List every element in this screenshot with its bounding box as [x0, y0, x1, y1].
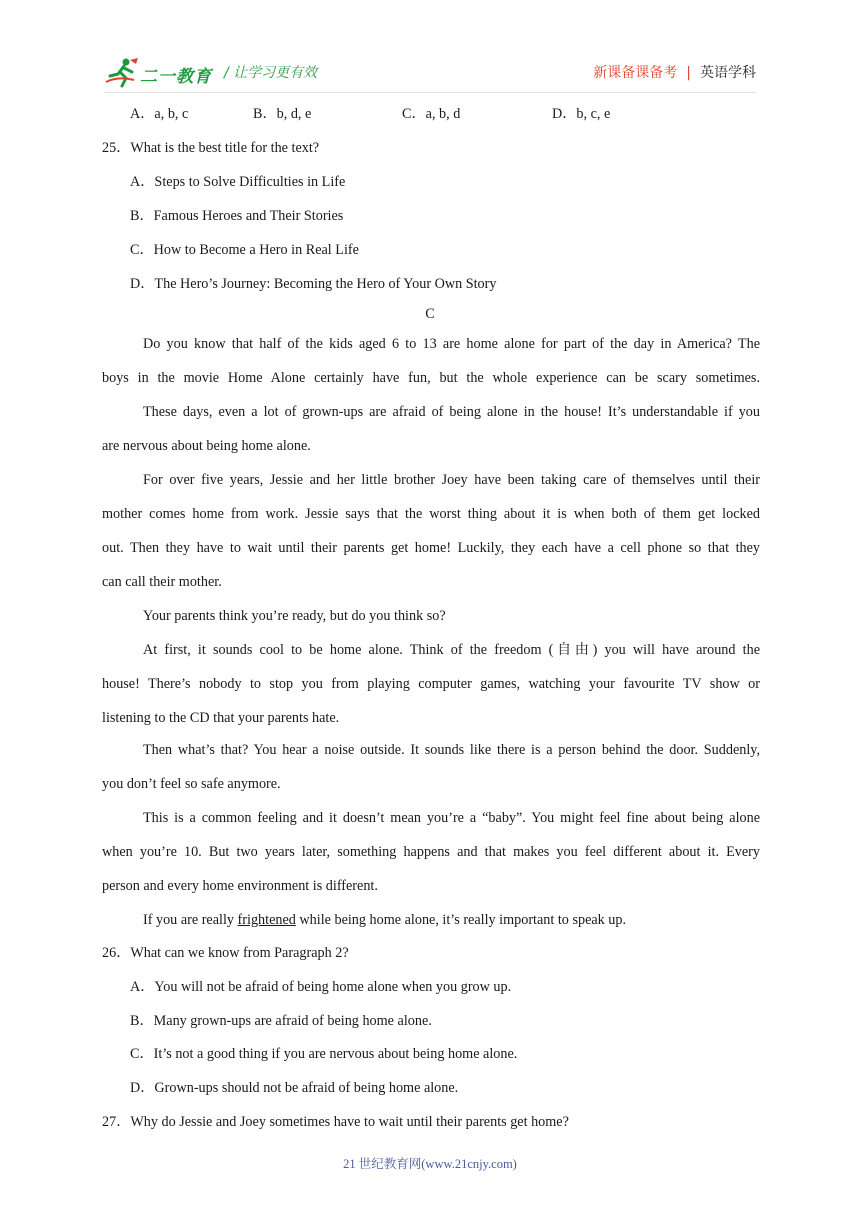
header-separator: | — [686, 65, 691, 81]
underlined-word: frightened — [237, 912, 296, 928]
slogan: / 让学习更有效 — [224, 65, 318, 81]
section-label: C — [425, 306, 435, 322]
passage-line: boys in the movie Home Alone certainly have fun, but the whole experience can be scary sometimes. — [102, 370, 760, 386]
passage-line: when you’re 10. But two years later, something happens and that makes you feel different about it. Every — [102, 844, 760, 860]
passage-line — [143, 910, 626, 930]
passage-line: Your parents think you’re ready, but do you think so? — [143, 608, 446, 624]
q26-option-d: D．Grown-ups should not be afraid of being home alone. — [130, 1080, 459, 1096]
passage-line: are nervous about being home alone. — [102, 438, 311, 454]
passage-line: person and every home environment is different. — [102, 878, 378, 894]
q24-option-a: A．a, b, c — [130, 106, 189, 122]
q24-option-c: C．a, b, d — [402, 106, 461, 122]
logo-text: 二一教育 — [140, 67, 212, 87]
q25-option-b: B．Famous Heroes and Their Stories — [130, 208, 344, 224]
page-footer: 21 世纪教育网(www.21cnjy.com) — [343, 1157, 517, 1171]
passage-line: At first, it sounds cool to be home alone. Think of the freedom (自由) you will have around the — [143, 642, 760, 658]
q25-option-a: A．Steps to Solve Difficulties in Life — [130, 174, 346, 190]
q25-stem: 25．What is the best title for the text? — [102, 140, 320, 156]
q26-option-b: B．Many grown-ups are afraid of being home alone. — [130, 1013, 432, 1029]
passage-line: listening to the CD that your parents hate. — [102, 710, 340, 726]
q27-stem: 27．Why do Jessie and Joey sometimes have to wait until their parents get home? — [102, 1114, 569, 1130]
header-divider — [104, 92, 756, 93]
passage-line: This is a common feeling and it doesn’t mean you’re a “baby”. You might feel fine about being alone — [143, 810, 760, 826]
q24-option-d: D．b, c, e — [552, 106, 611, 122]
passage-text: while being home alone, it’s really important to speak up. — [295, 912, 627, 928]
passage-line: For over five years, Jessie and her little brother Joey have been taking care of themselves until their — [143, 472, 760, 488]
passage-line: These days, even a lot of grown-ups are afraid of being alone in the house! It’s understandable if you — [143, 404, 760, 420]
q25-option-d: D．The Hero’s Journey: Becoming the Hero of Your Own Story — [130, 276, 497, 292]
passage-line: you don’t feel so safe anymore. — [102, 776, 281, 792]
header-course-label: 新课备课备考 — [593, 65, 678, 81]
header-subject-label: 英语学科 — [700, 65, 756, 81]
q24-option-b: B．b, d, e — [253, 106, 312, 122]
passage-line: Do you know that half of the kids aged 6 to 13 are home alone for part of the day in America? The — [143, 336, 760, 352]
running-figure-icon — [104, 56, 144, 90]
passage-text: If you are really — [143, 912, 238, 928]
q25-option-c: C．How to Become a Hero in Real Life — [130, 242, 359, 258]
passage-line: out. Then they have to wait until their parents get home! Luckily, they each have a cell phone so that they — [102, 540, 760, 556]
q26-stem: 26．What can we know from Paragraph 2? — [102, 945, 349, 961]
passage-line: house! There’s nobody to stop you from playing computer games, watching your favourite TV show or — [102, 676, 760, 692]
passage-line: can call their mother. — [102, 574, 222, 590]
passage-line: mother comes home from work. Jessie says that the worst thing about it is when both of them get locked — [102, 506, 760, 522]
header-right — [593, 62, 756, 82]
logo — [104, 56, 244, 90]
q26-option-c: C．It’s not a good thing if you are nervous about being home alone. — [130, 1046, 518, 1062]
passage-line: Then what’s that? You hear a noise outside. It sounds like there is a person behind the door. Suddenly, — [143, 742, 760, 758]
page-header — [104, 56, 756, 92]
q26-option-a: A．You will not be afraid of being home alone when you grow up. — [130, 979, 512, 995]
